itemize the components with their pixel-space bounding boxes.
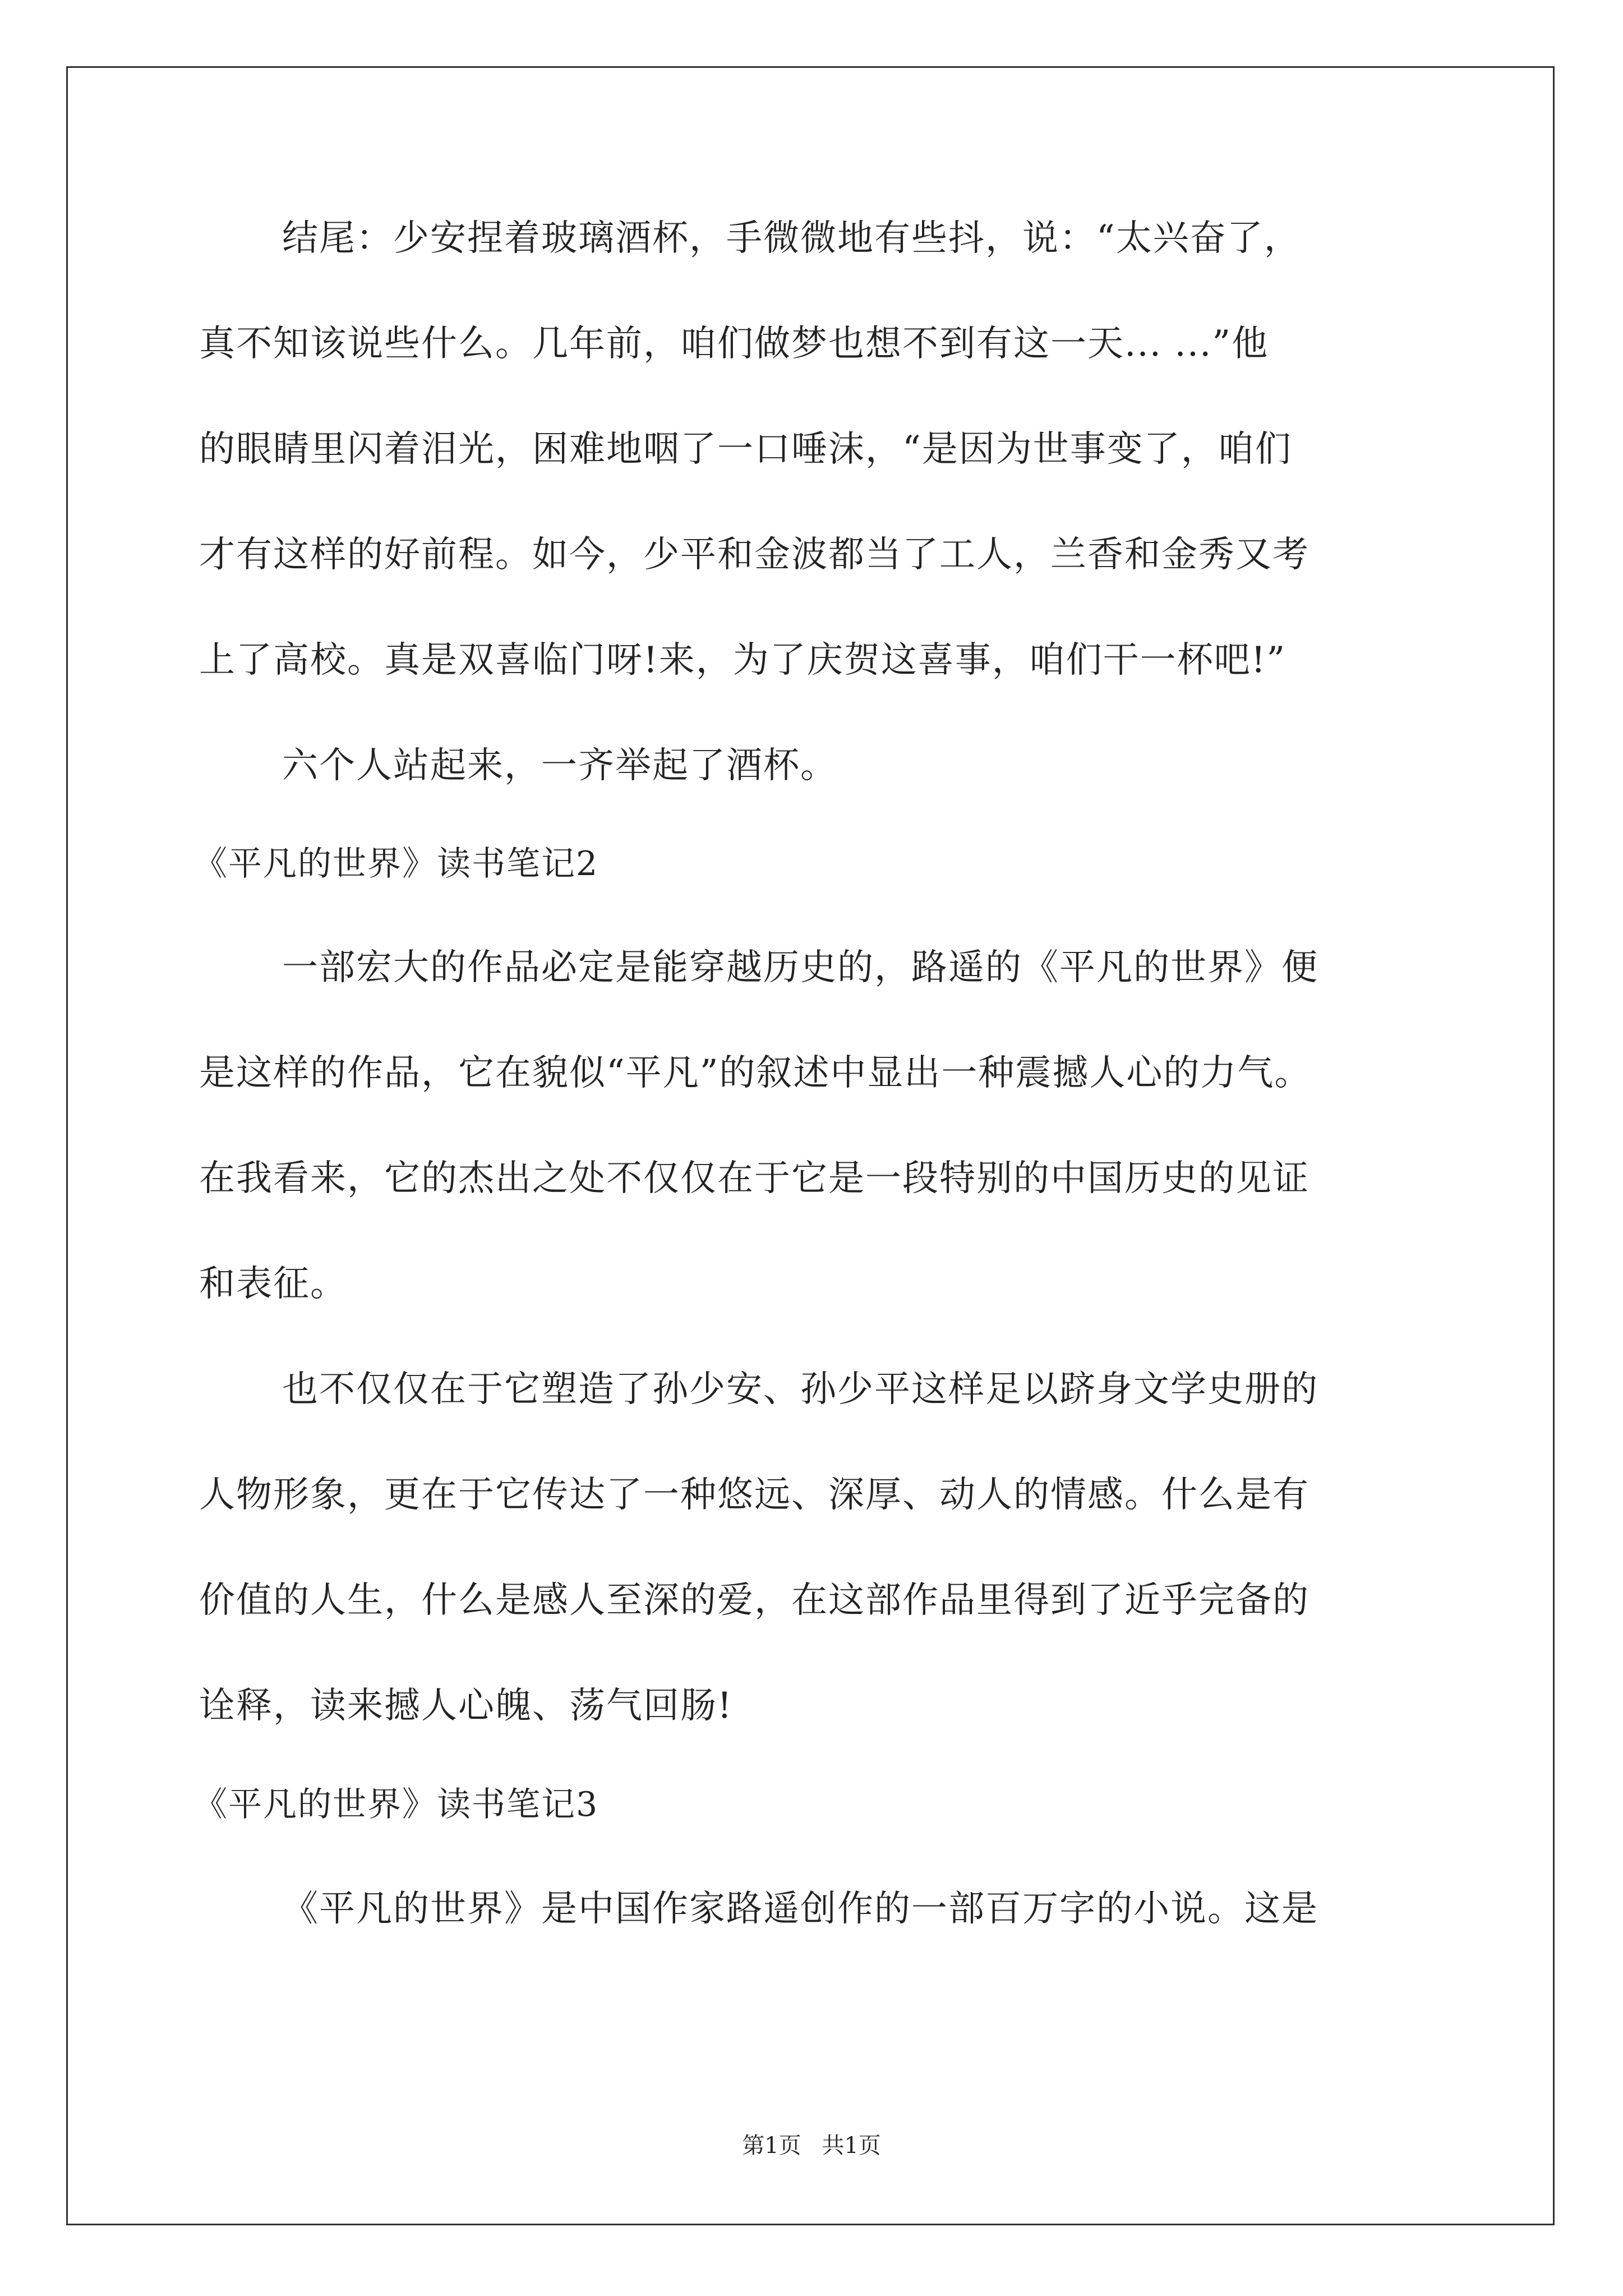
paragraph-line: 一部宏大的作品必定是能穿越历史的，路遥的《平凡的世界》便 [282,947,1318,988]
page-total: 共1页 [822,2133,881,2159]
paragraph-line: 诠释，读来撼人心魄、荡气回肠! [199,1685,733,1727]
paragraph-line: 也不仅仅在于它塑造了孙少安、孙少平这样足以跻身文学史册的 [282,1369,1318,1410]
paragraph-line: 的眼睛里闪着泪光，困难地咽了一口唾沫，“是因为世事变了，咱们 [199,429,1292,470]
section-heading-3: 《平凡的世界》读书笔记3 [193,1785,599,1824]
page-footer [0,2132,1623,2160]
paragraph-line: 在我看来，它的杰出之处不仅仅在于它是一段特别的中国历史的见证 [199,1158,1310,1199]
paragraph-line: 人物形象，更在于它传达了一种悠远、深厚、动人的情感。什么是有 [199,1474,1310,1516]
paragraph-line: 和表征。 [199,1263,347,1305]
paragraph-line: 价值的人生，什么是感人至深的爱，在这部作品里得到了近乎完备的 [199,1580,1310,1621]
page-number: 第1页 [742,2133,801,2159]
paragraph-line: 上了高校。真是双喜临门呀!来，为了庆贺这喜事，咱们干一杯吧!” [199,639,1287,681]
section-heading-2: 《平凡的世界》读书笔记2 [193,844,599,884]
paragraph-line: 六个人站起来，一齐举起了酒杯。 [282,745,837,786]
paragraph-line: 是这样的作品，它在貌似“平凡”的叙述中显出一种震撼人心的力气。 [199,1052,1312,1094]
paragraph-line: 才有这样的好前程。如今，少平和金波都当了工人，兰香和金秀又考 [199,534,1310,576]
paragraph-line: 《平凡的世界》是中国作家路遥创作的一部百万字的小说。这是 [282,1888,1318,1930]
paragraph-line: 真不知该说些什么。几年前，咱们做梦也想不到有这一天... ...”他 [199,323,1269,365]
paragraph-line: 结尾：少安捏着玻璃酒杯，手微微地有些抖，说：“太兴奋了， [282,218,1301,259]
